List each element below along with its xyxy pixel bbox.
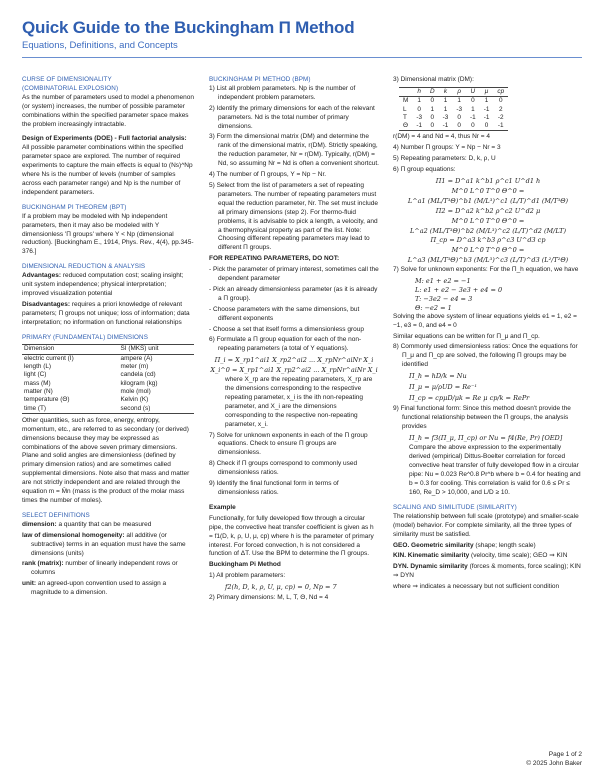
definition-item	[22, 580, 194, 598]
table-header: D	[426, 87, 439, 96]
page-subtitle: Equations, Definitions, and Concepts	[22, 40, 178, 51]
pi-equation: Π_i = X_rp1^ai1 X_rp2^ai2 ... X_rpNr^aiNr X_i	[214, 356, 374, 365]
solve-text-2: Similar equations can be written for Π_μ and Π_cp.	[393, 332, 540, 340]
section-heading-curse-sub: (COMBINATORIAL EXPLOSION)	[22, 84, 119, 92]
table-row	[22, 363, 194, 371]
section-heading-definitions: SELECT DEFINITIONS	[22, 511, 90, 519]
section-heading-similitude: SCALING AND SIMILITUDE (SIMILARITY)	[393, 503, 517, 511]
table-cell: -3	[456, 105, 463, 113]
table-header: k	[439, 87, 453, 96]
table-cell: 0	[498, 97, 503, 105]
table-cell: T	[403, 113, 407, 121]
table-cell: 2	[498, 105, 503, 113]
disadvantages-text: requires a priori knowledge of relevant parameters; Π groups not unique; loss of information; data interpretation; no information on functional relationships	[22, 300, 190, 326]
table-cell: 0	[480, 122, 494, 131]
section-heading-dra: DIMENSIONAL REDUCTION & ANALYSIS	[22, 263, 146, 271]
title-divider	[22, 57, 582, 58]
table-cell: 0	[452, 122, 466, 131]
bpm-step-9: 9) Identify the final functional form in terms of dimensionless ratios.	[209, 480, 339, 496]
final-form-eq: Π_h = f3(Π_μ, Π_cp) or Nu = f4(Re, Pr) [OED]	[409, 433, 563, 442]
pi-cp-dims-lhs: M^0 L^0 T^0 Θ^0 =	[451, 246, 525, 255]
example-step-9: 9) Final functional form: Since this method doesn't provide the functional relationship between the Π groups, the analysis provides	[393, 404, 571, 430]
table-cell: meter (m)	[120, 363, 149, 371]
table-cell: 0	[430, 97, 435, 105]
table-cell: 0	[426, 122, 439, 131]
bpm-step-7: 7) Solve for unknown exponents in each of the Π group equations. Check to ensure Π groups are dimensionless.	[209, 431, 368, 457]
table-cell: L	[403, 105, 407, 113]
definition-text: an agreed-upon convention used to assign a magnitude to a dimension.	[31, 580, 167, 597]
table-cell: kilogram (kg)	[120, 379, 158, 387]
definition-term: law of dimensional homogeneity:	[22, 531, 125, 539]
table-cell: mass (M)	[24, 379, 51, 387]
advantages-term: Advantages:	[22, 272, 62, 280]
table-cell: -1	[483, 105, 490, 113]
similarity-text: (forces & moments, force scaling); KIN ⇒ DYN	[393, 563, 581, 580]
table-cell: temperature (Θ)	[24, 396, 70, 404]
definition-text: a quantity that can be measured	[56, 520, 152, 528]
ratio-re: Π_μ = μ/ρUD = Re⁻¹	[409, 383, 478, 392]
pi-h-dims-rhs: L^a1 (ML/T³Θ)^b1 (M/L³)^c1 (L/T)^d1 (M/T³Θ)	[407, 196, 569, 205]
table-cell: 0	[466, 122, 480, 131]
pi-equation-dims: X_i^0 = X_rp1^ai1 X_rp2^ai2 ... X_rpNr^aiNr X_i	[210, 366, 378, 375]
advantages-paragraph	[22, 272, 194, 299]
table-header: U	[466, 87, 480, 96]
example-heading: Example	[209, 503, 236, 511]
definition-term: dimension:	[22, 520, 57, 528]
definition-text: all additive (or subtractive) terms in an equation must have the same dimensions (units)	[31, 531, 186, 557]
dm-label: 3) Dimensional matrix (DM):	[393, 76, 474, 83]
dimensional-matrix	[399, 87, 508, 131]
table-cell: Θ	[399, 122, 412, 131]
example-step-5: 5) Repeating parameters: D, k, ρ, U	[393, 155, 496, 163]
example-step-2: 2) Primary dimensions: M, L, T, Θ, Nd = 4	[209, 594, 329, 602]
repeating-params-heading: FOR REPEATING PARAMETERS, DO NOT:	[209, 255, 340, 263]
pi-mu-dims-rhs: L^a2 (ML/T³Θ)^b2 (M/L³)^c2 (L/T)^d2 (M/LT)	[409, 226, 567, 235]
table-header: SI (MKS) unit	[119, 345, 194, 354]
repeating-rule: - Pick an already dimensionless parameter (as it is already a Π group).	[209, 285, 378, 302]
table-row	[22, 380, 194, 388]
example-step-7: 7) Solve for unknown exponents: For the Π_h equation, we have	[393, 266, 579, 274]
similarity-text: (shape; length scale)	[473, 541, 536, 549]
table-cell: -1	[470, 113, 476, 121]
linear-system-eq: T: −3e2 − e4 = 3	[415, 294, 473, 303]
column-1	[22, 76, 194, 744]
linear-system-eq: Θ: −e2 = 1	[415, 303, 452, 312]
table-cell: length (L)	[24, 363, 51, 371]
disadvantages-paragraph	[22, 301, 194, 328]
table-cell: 1	[417, 97, 421, 105]
section-heading-bpt: BUCKINGHAM PI THEOREM (BPT)	[22, 203, 127, 211]
example-step-1-eq: f2(h, D, k, ρ, U, μ, cp) = 0, Np = 7	[225, 583, 337, 592]
bpm-step-3: 3) Form the dimensional matrix (DM) and determine the rank of the dimensional matrix, r(DM). Strictly speaking, the reduction parameter, Nr = r(DM). Typically, r(DM) = Nd, so assuming Nr = Nd is often a convenient shortcut.	[209, 133, 379, 168]
table-header: μ	[480, 87, 494, 96]
pi-mu-equation: Π2 = D^a2 k^b2 ρ^c2 U^d2 μ	[435, 206, 541, 215]
section-heading-primary: PRIMARY (FUNDAMENTAL) DIMENSIONS	[22, 333, 149, 341]
column-2	[209, 76, 379, 744]
page-footer	[526, 750, 582, 768]
repeating-rule: - Pick the parameter of primary interest, sometimes call the dependent parameter	[209, 266, 379, 283]
table-cell: 1	[484, 97, 489, 105]
similitude-text: The relationship between full scale (prototype) and smaller-scale (model) behavior. For complete similarity, all the three types of similarity must be satisfied.	[393, 512, 579, 538]
table-cell: 1	[457, 97, 461, 105]
table-cell: -1	[483, 113, 490, 121]
similarity-geo	[393, 542, 583, 551]
table-cell: electric current (I)	[24, 354, 74, 362]
primary-dimensions-table	[22, 344, 194, 413]
dittus-boelter-text: Compare the above expression to the experimentally derived (empirical) Dittus-Boelter correlation for forced convective heat transfer of fully developed flow in a circular pipe: Nu = 0.023 Re^0.8 Pr^b where b = 0.4 for heating and b = 0.3 for cooling. This correlation is valid for 0.6 ≤ Pr ≤ 160, Re_D > 10,000, and L/D ≥ 10.	[409, 444, 581, 497]
table-cell: 1	[443, 105, 448, 113]
similarity-term: GEO. Geometric similarity	[393, 541, 474, 549]
table-header-row	[22, 345, 194, 354]
repeating-rule: - Choose parameters with the same dimensions, but different exponents	[209, 305, 360, 322]
table-row	[22, 388, 194, 396]
table-cell: light (C)	[24, 371, 47, 379]
content-columns	[22, 76, 582, 744]
definition-item	[22, 521, 194, 530]
bpm-step-8: 8) Check if Π groups correspond to commonly used dimensionless ratios.	[209, 460, 358, 477]
table-header: ρ	[452, 87, 466, 96]
pi-mu-dims-lhs: M^0 L^0 T^0 Θ^0 =	[451, 216, 525, 225]
table-cell: -1	[412, 122, 426, 131]
ratio-repr: Π_cp = cpμD/μk = Re μ cp/k = RePr	[409, 393, 530, 402]
table-header: Dimension	[22, 345, 119, 354]
page-number: Page 1 of 2	[548, 751, 582, 758]
table-cell: 0	[471, 97, 475, 105]
example-subheading: Buckingham Pi Method	[209, 561, 281, 569]
table-cell: -2	[497, 113, 504, 121]
table-row	[22, 396, 194, 404]
bpm-step-4: 4) The number of Π groups, Y = Np − Nr.	[209, 171, 327, 179]
similarity-term: KIN. Kinematic similarity	[393, 552, 470, 560]
bpm-step-2: 2) Identify the primary dimensions for each of the relevant parameters. Nd is the total number of primary dimensions.	[209, 104, 375, 130]
bpt-text: If a problem may be modeled with Np independent parameters, then it may also be modeled with Y dimensionless 'Π groups' where Y < Np (dimensional reduction). [Buckingham E., 1914, Phys. Rev., 4(4), pp.345-376.]	[22, 212, 194, 256]
similarity-term: DYN. Dynamic similarity	[393, 563, 468, 571]
disadvantages-term: Disadvantages:	[22, 300, 71, 308]
table-row	[22, 405, 194, 414]
page-title: Quick Guide to the Buckingham Π Method	[22, 18, 355, 37]
similarity-kin	[393, 552, 583, 561]
table-cell: mole (mol)	[120, 387, 151, 395]
definition-text: number of linearly independent rows or columns	[31, 560, 178, 577]
table-header-row	[399, 87, 508, 96]
table-cell: M	[403, 97, 409, 105]
doe-text: All possible parameter combinations within the specified parameter space are explored. The number of required experiments to capture the main effects is equal to (Ns)^Np where Ns is the number of levels (number of samples across each parameter range) and Np is the number of independent parameters.	[22, 144, 193, 196]
section-heading-bpm: BUCKINGHAM PI METHOD (BPM)	[209, 76, 311, 83]
pi-h-equation: Π1 = D^a1 k^b1 ρ^c1 U^d1 h	[435, 177, 541, 186]
solve-text: Solving the above system of linear equations yields e1 = 1, e2 = −1, e3 = 0, and e4 = 0	[393, 312, 577, 329]
doe-term: Design of Experiments (DOE) - Full factorial analysis:	[22, 135, 187, 143]
table-cell: candela (cd)	[120, 371, 156, 379]
table-cell: 0	[457, 113, 461, 121]
table-cell: -1	[493, 122, 508, 131]
column-3	[393, 76, 583, 744]
example-text: Functionally, for fully developed flow through a circular pipe, the convective heat transfer coefficient is given as h = f1(D, k, ρ, U, μ, cp) where h is the parameter of primary interest. For forced convection, h is not considered a function of ΔT. Use the BPM to determine the Π groups.	[209, 514, 374, 558]
table-cell: ampere (A)	[120, 354, 153, 362]
curse-text: As the number of parameters used to model a phenomenon (or system) increases, the number of possible parameter combinations within the specified parameter space makes the problem increasingly intractable.	[22, 93, 194, 128]
bpm-step-5: 5) Select from the list of parameters a set of repeating parameters. The number of repeating parameters must equal the reduction parameter, Nr. The set must include all primary dimensions (step 2). For thermo-fluid problems, it is advisable to pick a length, a velocity, and a thermophysical property as part of the list. Note: Choosing different repeating parameters may lead to different Π groups.	[209, 181, 378, 252]
table-row	[399, 122, 508, 131]
advantages-text: reduced computation cost; scaling insight; unit system independence; physical interpretation; improved visualization potential	[22, 272, 184, 297]
table-row	[22, 354, 194, 363]
table-header	[399, 87, 412, 96]
bpm-step-6-notes: where X_rp are the repeating parameters, X_rp are the dimensions corresponding to the respective repeating parameter, x_i is the ith non-repeating parameter, and X_i are the dimensions corresponding to the respective non-repeating parameter, x_i.	[225, 376, 373, 428]
similarity-dyn	[393, 563, 583, 581]
table-cell: Kelvin (K)	[120, 396, 149, 404]
table-row	[399, 106, 508, 114]
doe-paragraph	[22, 135, 194, 197]
bpm-step-1: 1) List all problem parameters. Np is the number of independent problem parameters.	[209, 84, 356, 101]
table-cell: 1	[443, 97, 448, 105]
ratio-nu: Π_h = hD/k = Nu	[409, 372, 467, 381]
copyright: © 2025 John Baker	[526, 760, 582, 767]
similarity-text: (velocity, time scale); GEO ⇒ KIN	[469, 552, 568, 560]
pi-cp-dims-rhs: L^a3 (ML/T³Θ)^b3 (M/L³)^c3 (L/T)^d3 (L²/T²Θ)	[407, 256, 569, 265]
example-step-8: 8) Commonly used dimensionless ratios: Once the equations for Π_μ and Π_cp are solved, the following Π groups may be identified	[393, 343, 578, 369]
table-row	[399, 97, 508, 106]
table-row	[399, 114, 508, 122]
table-row	[22, 371, 194, 379]
linear-system-eq: L: e1 + e2 − 3e3 + e4 = 0	[415, 285, 503, 294]
table-header: h	[412, 87, 426, 96]
definition-item	[22, 532, 194, 559]
repeating-rule: - Choose a set that itself forms a dimensionless group	[209, 325, 364, 333]
bpm-step-6: 6) Formulate a Π group equation for each of the non-repeating parameters (a total of Y equations).	[209, 336, 362, 353]
table-cell: time (T)	[22, 405, 119, 414]
table-cell: -1	[439, 122, 453, 131]
table-cell: second (s)	[119, 405, 194, 414]
example-step-4: 4) Number Π groups: Y = Np − Nr = 3	[393, 144, 501, 152]
table-cell: -3	[416, 113, 423, 121]
table-cell: -3	[442, 113, 449, 121]
definition-term: unit:	[22, 580, 37, 588]
table-cell: 1	[430, 105, 435, 113]
pi-cp-equation: Π_cp = D^a3 k^b3 ρ^c3 U^d3 cp	[430, 236, 546, 245]
definition-term: rank (matrix):	[22, 560, 64, 568]
table-header: cp	[493, 87, 508, 96]
table-cell: 1	[471, 105, 475, 113]
other-quantities-text: Other quantities, such as force, energy, entropy, momentum, etc., are referred to as secondary (or derived) dimensions because they may be expressed as combinations of the above seven primary dimensions. Plane and solid angles are dimensionless (defined by primary dimension ratios) and are sometimes called supplemental dimensions. Note also that mass and matter are not strictly independent and are related through the equation m = M̄n (mass is the product of the molar mass times the number of moles).	[22, 416, 190, 504]
linear-system-eq: M: e1 + e2 = −1	[415, 277, 471, 286]
table-cell: 0	[417, 105, 421, 113]
table-cell: matter (N)	[24, 387, 53, 395]
pi-h-dims-lhs: M^0 L^0 T^0 Θ^0 =	[451, 186, 525, 195]
dm-rank: r(DM) = 4 and Nd = 4, thus Nr = 4	[393, 133, 490, 141]
similarity-note: where ⇒ indicates a necessary but not sufficient condition	[393, 583, 560, 591]
example-step-1: 1) All problem parameters:	[209, 572, 286, 580]
example-step-6: 6) Π group equations:	[393, 166, 456, 174]
section-heading-curse: CURSE OF DIMENSIONALITY	[22, 76, 112, 83]
table-cell: 0	[430, 113, 435, 121]
definition-item	[22, 560, 194, 578]
